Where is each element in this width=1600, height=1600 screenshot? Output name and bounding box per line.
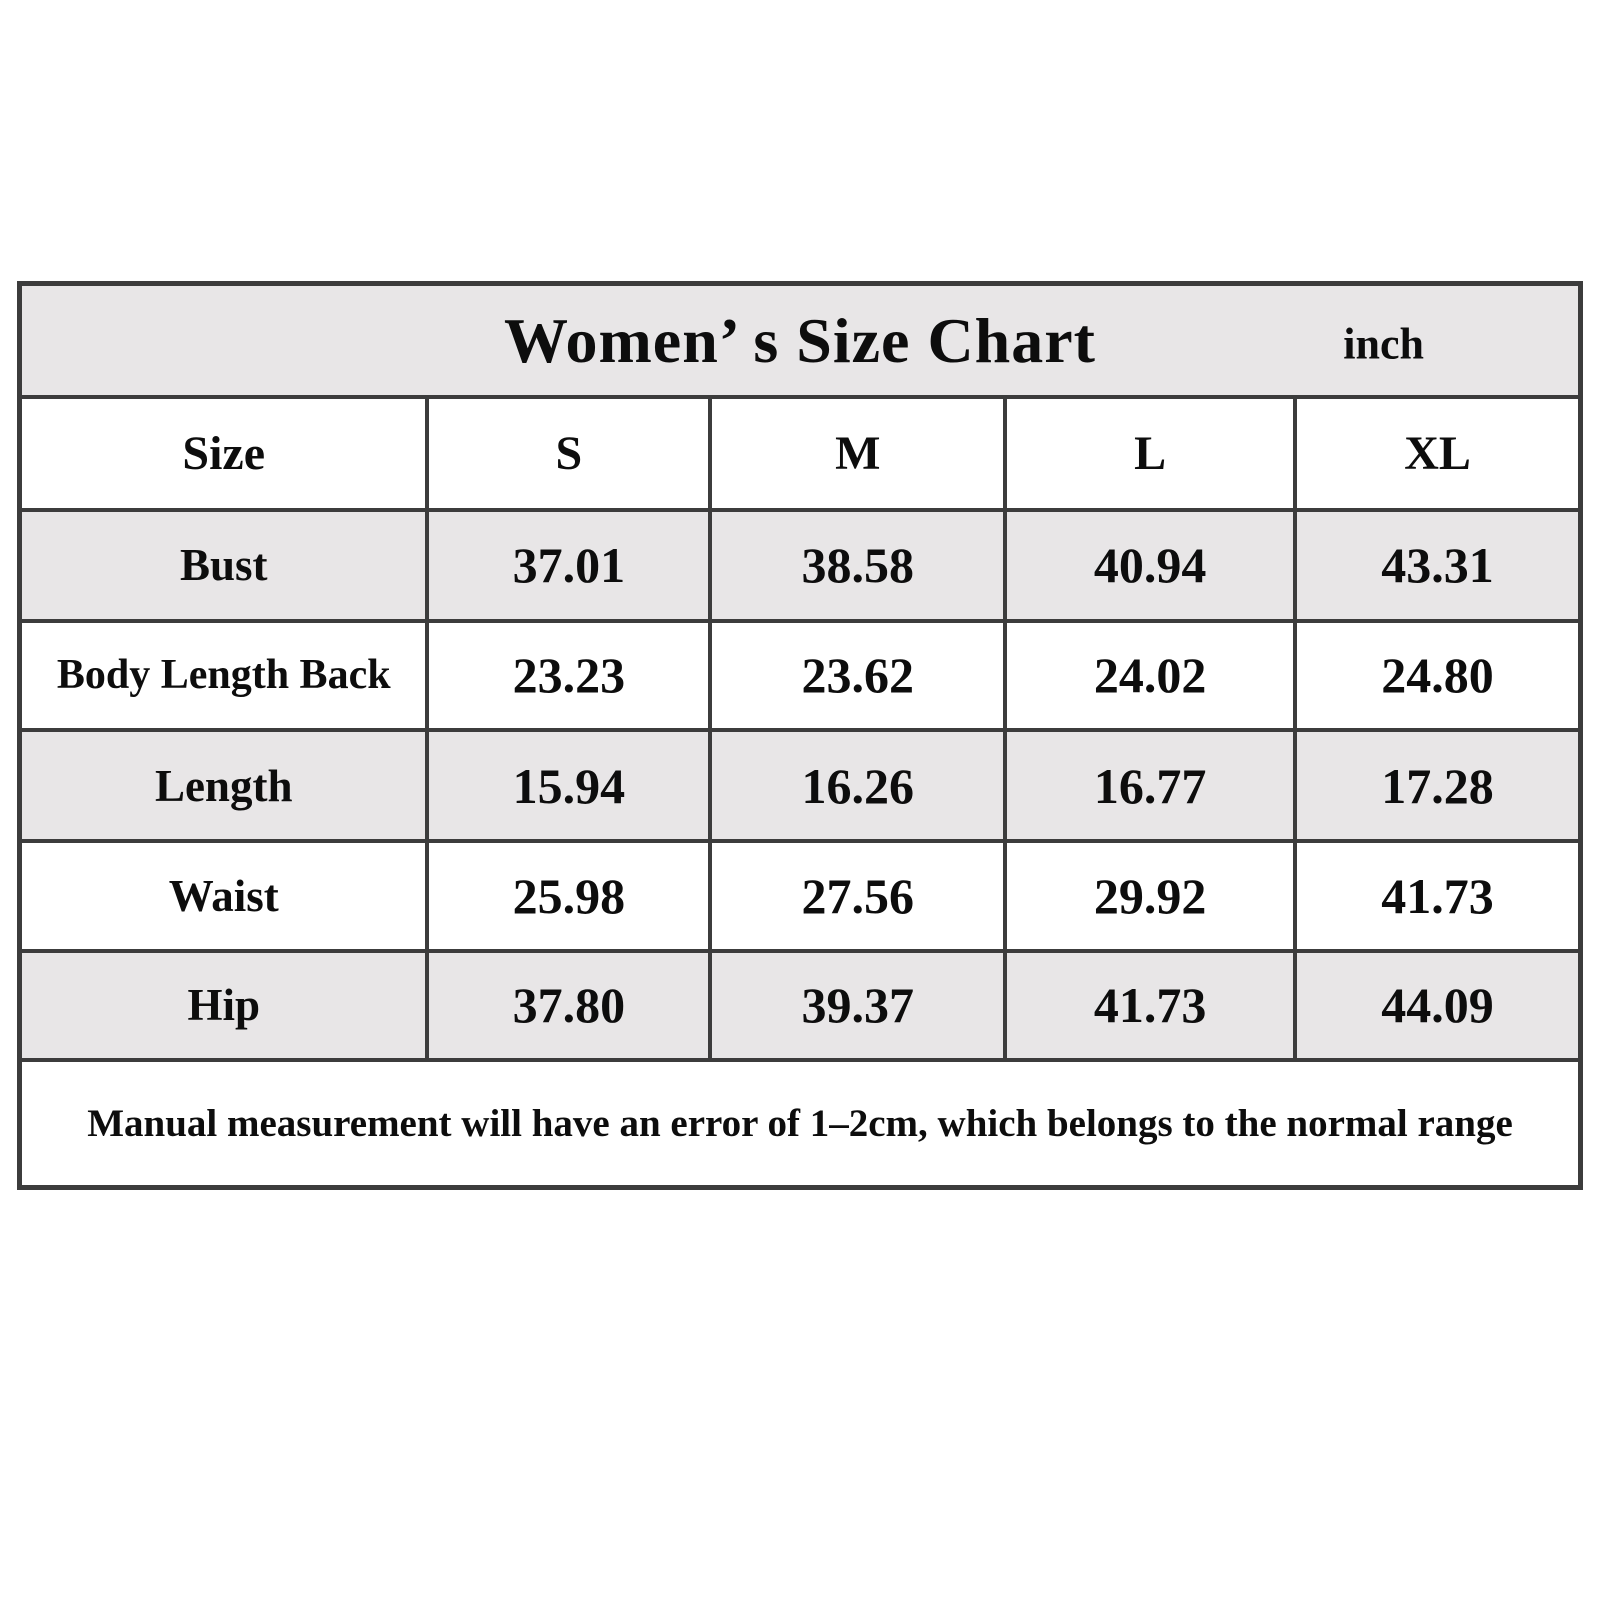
value-bust-l: 40.94: [1007, 512, 1293, 619]
table-title-row: [22, 286, 1578, 395]
value-body-length-back-l: 24.02: [1007, 623, 1293, 728]
value-waist-s: 25.98: [429, 843, 708, 948]
value-waist-m: 27.56: [712, 843, 1003, 948]
measurement-note: Manual measurement will have an error of 1–2cm, which belongs to the normal range: [22, 1062, 1578, 1185]
value-length-xl: 17.28: [1297, 732, 1578, 839]
row-label-waist: Waist: [22, 843, 425, 948]
value-waist-xl: 41.73: [1297, 843, 1578, 948]
header-cell-xl: XL: [1297, 399, 1578, 507]
header-cell-s: S: [429, 399, 708, 507]
value-waist-l: 29.92: [1007, 843, 1293, 948]
header-cell-m: M: [712, 399, 1003, 507]
value-body-length-back-xl: 24.80: [1297, 623, 1578, 728]
value-hip-s: 37.80: [429, 953, 708, 1058]
value-body-length-back-s: 23.23: [429, 623, 708, 728]
row-label-hip: Hip: [22, 953, 425, 1058]
value-hip-l: 41.73: [1007, 953, 1293, 1058]
row-label-bust: Bust: [22, 512, 425, 619]
value-hip-m: 39.37: [712, 953, 1003, 1058]
value-length-s: 15.94: [429, 732, 708, 839]
value-length-m: 16.26: [712, 732, 1003, 839]
value-length-l: 16.77: [1007, 732, 1293, 839]
row-label-length: Length: [22, 732, 425, 839]
value-hip-xl: 44.09: [1297, 953, 1578, 1058]
header-cell-l: L: [1007, 399, 1293, 507]
value-bust-m: 38.58: [712, 512, 1003, 619]
value-bust-s: 37.01: [429, 512, 708, 619]
size-chart-table: [17, 281, 1583, 1190]
table-title: Women’ s Size Chart: [504, 304, 1096, 376]
header-cell-size: Size: [22, 399, 425, 507]
value-bust-xl: 43.31: [1297, 512, 1578, 619]
unit-label: inch: [1343, 319, 1424, 369]
value-body-length-back-m: 23.62: [712, 623, 1003, 728]
row-label-body-length-back: Body Length Back: [22, 623, 425, 728]
